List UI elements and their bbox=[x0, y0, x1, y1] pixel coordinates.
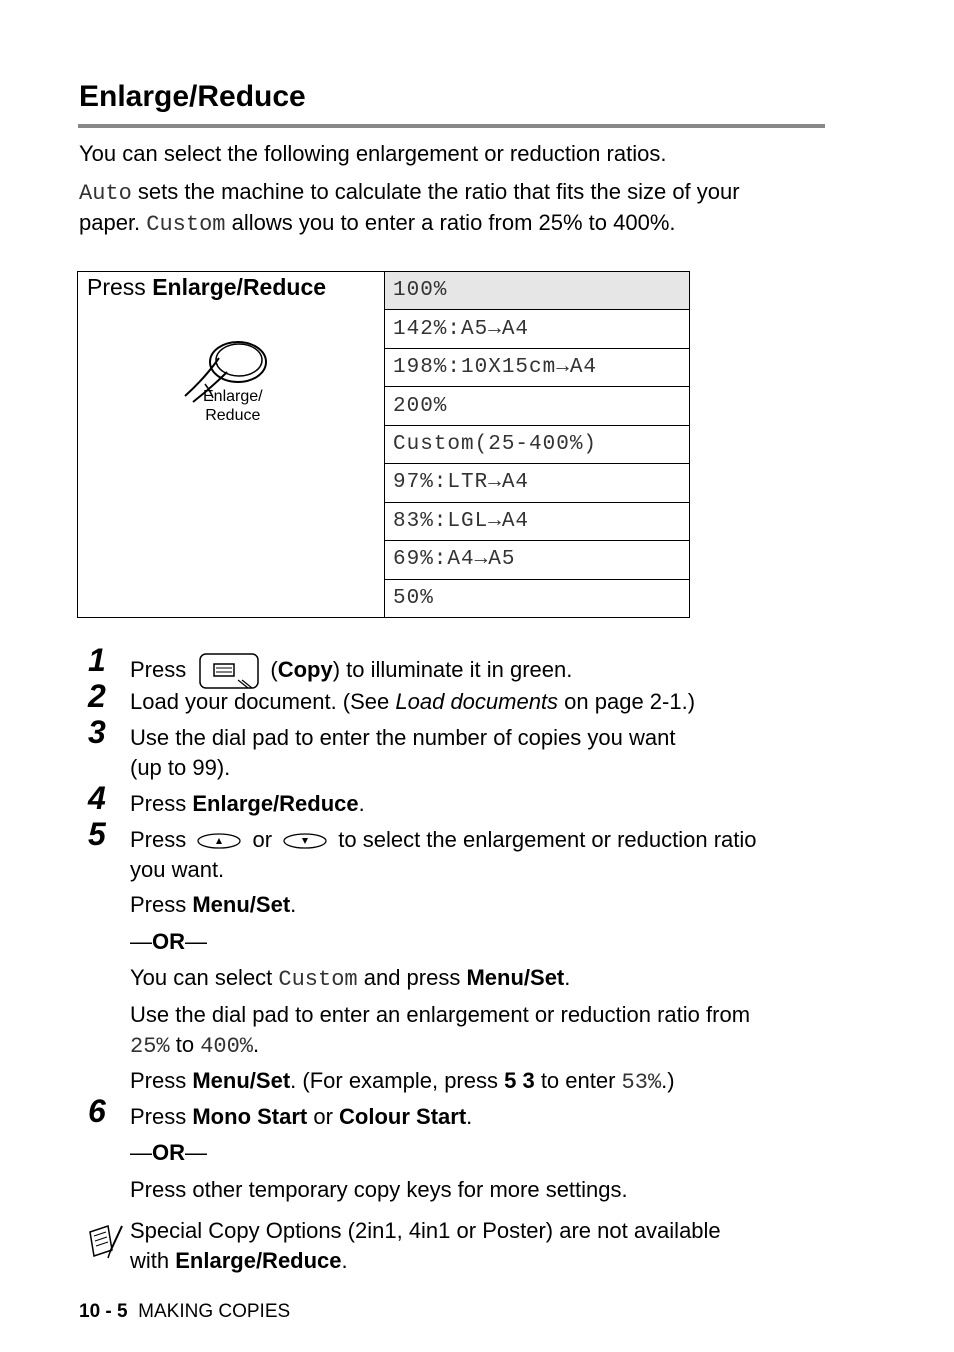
note-line: with bbox=[130, 1248, 176, 1273]
press-label bbox=[87, 274, 326, 301]
page-title: Enlarge/Reduce bbox=[79, 80, 306, 113]
ratio-option: 97%:LTR→A4 bbox=[385, 464, 690, 502]
dash: — bbox=[130, 1140, 152, 1165]
auto-code: Auto bbox=[79, 181, 132, 206]
step-text: to enter bbox=[534, 1068, 622, 1093]
step-text: Press bbox=[130, 1068, 193, 1093]
or-label: OR bbox=[152, 1140, 185, 1165]
step-text: . bbox=[358, 791, 365, 816]
note-line: . bbox=[341, 1248, 348, 1273]
ratio-option: 83%:LGL→A4 bbox=[385, 502, 690, 540]
or-separator bbox=[130, 927, 850, 957]
key-label: Colour Start bbox=[339, 1104, 467, 1129]
step-text: You can select bbox=[130, 965, 279, 990]
auto-text-1: sets the machine to calculate the ratio that fits the size of your bbox=[131, 179, 740, 204]
custom-code: Custom bbox=[146, 212, 226, 237]
ratio-option: 50% bbox=[385, 579, 690, 618]
page-footer bbox=[79, 1301, 290, 1323]
or-separator bbox=[130, 1138, 850, 1168]
step-number: 4 bbox=[88, 780, 106, 816]
step-5-dial bbox=[130, 1000, 850, 1062]
step-text: Press bbox=[130, 791, 193, 816]
step-text: .) bbox=[661, 1068, 675, 1093]
down-arrow-key-icon bbox=[282, 832, 328, 850]
range-min-code: 25% bbox=[130, 1034, 170, 1059]
step-text: Use the dial pad to enter an enlargement or reduction ratio from bbox=[130, 1002, 751, 1027]
step-text: or bbox=[307, 1104, 340, 1129]
step-text: Press bbox=[130, 827, 193, 852]
note-text bbox=[130, 1216, 850, 1276]
step-text: you want. bbox=[130, 857, 225, 882]
step-text: Press bbox=[130, 892, 193, 917]
step-number: 3 bbox=[88, 714, 106, 750]
step-text: (up to 99). bbox=[130, 755, 231, 780]
step-3 bbox=[130, 723, 850, 783]
step-text: Use the dial pad to enter the number of copies you want bbox=[130, 725, 676, 750]
step-text: ) to illuminate it in green. bbox=[332, 656, 573, 682]
press-cell bbox=[78, 272, 385, 618]
key-label: Mono Start bbox=[192, 1104, 308, 1129]
ratio-table bbox=[77, 271, 690, 618]
ratio-option: 100% bbox=[385, 272, 690, 310]
step-text: . bbox=[564, 965, 571, 990]
button-caption-2: Reduce bbox=[205, 407, 261, 424]
press-key: Enlarge/Reduce bbox=[152, 274, 327, 300]
range-max-code: 400% bbox=[200, 1034, 253, 1059]
key-label: Menu/Set bbox=[192, 1068, 291, 1093]
note-pencil-icon bbox=[86, 1222, 124, 1262]
step-text: . (For example, press bbox=[290, 1068, 505, 1093]
custom-code: Custom bbox=[278, 967, 358, 992]
auto-description bbox=[79, 177, 839, 239]
intro-text: You can select the following enlargement or reduction ratios. bbox=[79, 141, 667, 166]
or-label: OR bbox=[152, 929, 185, 954]
step-number: 5 bbox=[88, 816, 106, 852]
step-text: and press bbox=[357, 965, 467, 990]
step-number: 1 bbox=[88, 642, 106, 678]
ratio-option: 69%:A4→A5 bbox=[385, 541, 690, 579]
auto-text-3: allows you to enter a ratio from 25% to 400%. bbox=[225, 210, 676, 235]
step-5 bbox=[130, 825, 850, 885]
step-text: . bbox=[290, 892, 297, 917]
step-number: 6 bbox=[88, 1093, 106, 1129]
step-6 bbox=[130, 1102, 850, 1132]
ratio-option: Custom(25-400%) bbox=[385, 425, 690, 463]
step-number: 2 bbox=[88, 678, 106, 714]
press-text: Press bbox=[87, 274, 153, 300]
step-text: to bbox=[169, 1032, 201, 1057]
ratio-option: 200% bbox=[385, 387, 690, 425]
button-caption-1: Enlarge/ bbox=[203, 388, 263, 405]
key-label: Enlarge/Reduce bbox=[175, 1248, 342, 1273]
copy-key-label: Copy bbox=[277, 656, 333, 682]
step-6-other: Press other temporary copy keys for more settings. bbox=[130, 1177, 628, 1202]
step-text: Press bbox=[130, 1104, 193, 1129]
example-code: 53% bbox=[621, 1070, 662, 1095]
step-text: . bbox=[466, 1104, 473, 1129]
step-text: Load your document. (See bbox=[130, 689, 396, 714]
up-arrow-key-icon bbox=[196, 832, 242, 850]
ratio-option: 198%:10X15cm→A4 bbox=[385, 348, 690, 386]
step-4 bbox=[130, 789, 850, 819]
key-label: Enlarge/Reduce bbox=[192, 791, 359, 816]
step-5-menu-set bbox=[130, 890, 850, 920]
step-2 bbox=[130, 687, 850, 717]
copy-key-icon bbox=[198, 650, 262, 692]
heading-rule bbox=[78, 124, 825, 128]
key-label: Menu/Set bbox=[192, 892, 291, 917]
dash: — bbox=[185, 929, 207, 954]
step-5-example bbox=[130, 1066, 850, 1098]
cross-reference: Load documents bbox=[395, 689, 559, 714]
button-caption bbox=[203, 387, 263, 425]
ratio-option: 142%:A5→A4 bbox=[385, 310, 690, 348]
step-1 bbox=[130, 650, 850, 692]
dash: — bbox=[185, 1140, 207, 1165]
page-number: 10 - 5 bbox=[79, 1301, 128, 1322]
step-text: . bbox=[253, 1032, 260, 1057]
step-text: to select the enlargement or reduction ratio bbox=[332, 827, 757, 852]
key-label: 5 3 bbox=[504, 1068, 535, 1093]
step-text: or bbox=[246, 827, 279, 852]
key-label: Menu/Set bbox=[466, 965, 565, 990]
dash: — bbox=[130, 929, 152, 954]
section-name: MAKING COPIES bbox=[138, 1301, 291, 1322]
note-line: Special Copy Options (2in1, 4in1 or Poster) are not available bbox=[130, 1218, 721, 1243]
auto-text-2: paper. bbox=[79, 210, 147, 235]
step-text: Press bbox=[130, 656, 193, 682]
step-5-custom bbox=[130, 963, 850, 995]
step-text: on page 2-1.) bbox=[558, 689, 696, 714]
step-text: ( bbox=[270, 656, 278, 682]
